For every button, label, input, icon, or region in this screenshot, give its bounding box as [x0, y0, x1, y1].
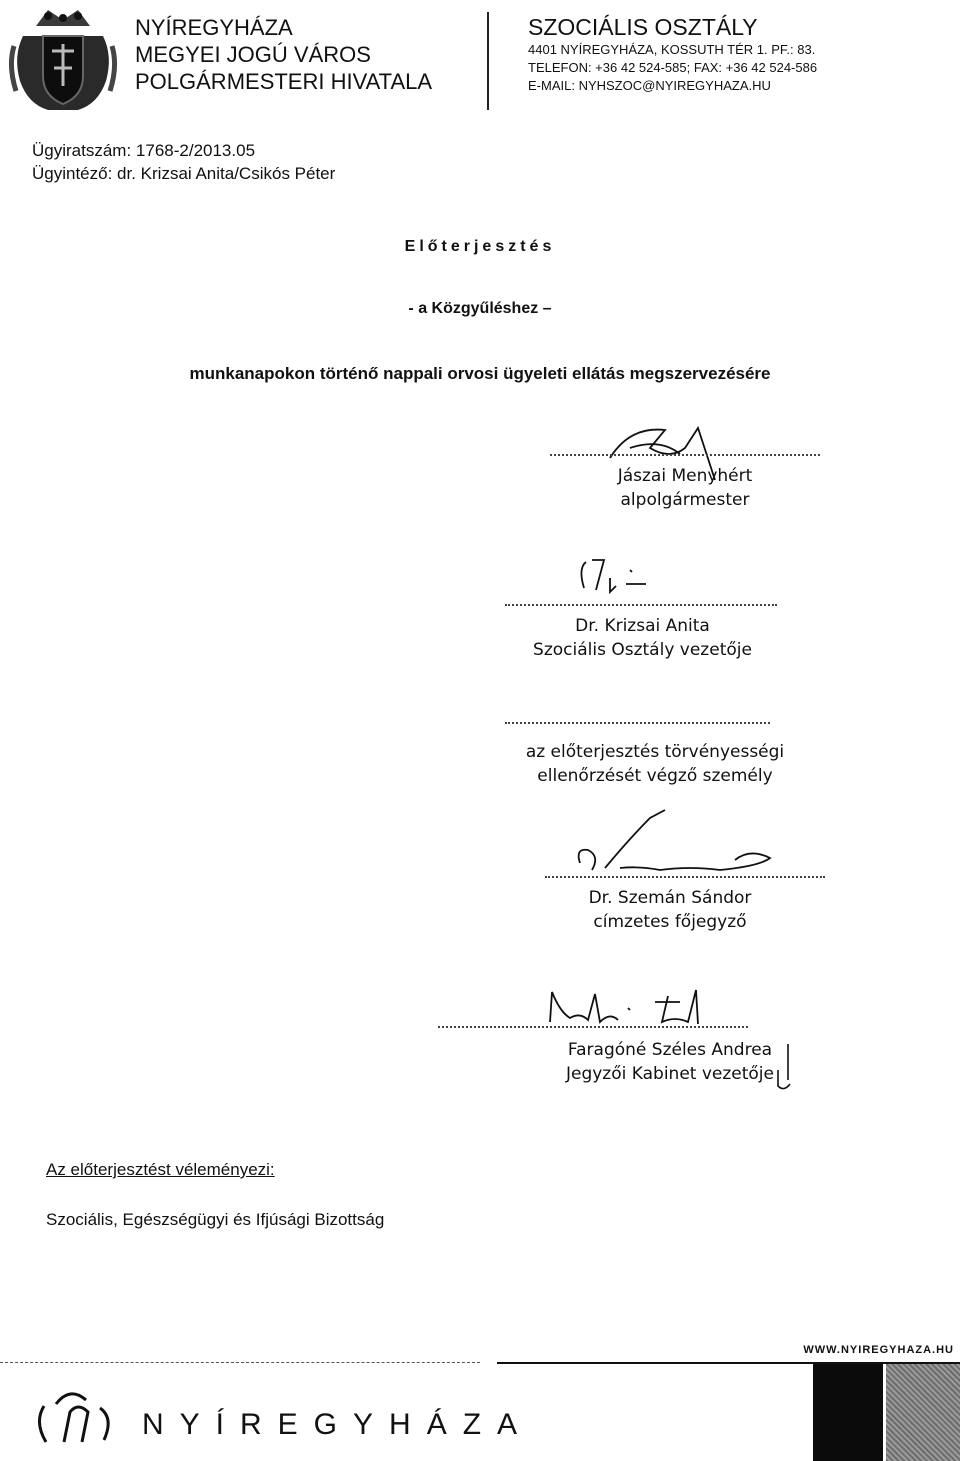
- city-status: MEGYEI JOGÚ VÁROS: [135, 42, 371, 67]
- document-title: Előterjesztés: [404, 238, 556, 255]
- signature-line: [550, 454, 820, 456]
- issuer-name: [135, 14, 432, 95]
- office-name: POLGÁRMESTERI HIVATALA: [135, 69, 433, 94]
- city-name: NYÍREGYHÁZA: [135, 15, 293, 40]
- signatory-block: [555, 1038, 785, 1086]
- initials-mark-icon: [774, 1040, 794, 1096]
- department-block: [528, 14, 817, 95]
- department-address: 4401 NYÍREGYHÁZA, KOSSUTH TÉR 1. PF.: 83.: [528, 42, 816, 57]
- signatory-block: [560, 464, 810, 512]
- document-subtitle: - a Közgyűléshez –: [408, 300, 552, 317]
- signature-line: [438, 1026, 748, 1028]
- signature-line: [505, 604, 777, 606]
- header-divider: [487, 12, 489, 110]
- signatory-role: címzetes főjegyző: [593, 912, 747, 932]
- signatory-block: [520, 614, 765, 662]
- signatory-name: Dr. Krizsai Anita: [575, 616, 710, 636]
- footer-website: WWW.NYIREGYHAZA.HU: [803, 1344, 954, 1356]
- case-number: Ügyiratszám: 1768-2/2013.05: [32, 141, 256, 160]
- signature-scribble-icon: [570, 548, 710, 598]
- footer-textured-block: [886, 1364, 960, 1461]
- signatory-name: az előterjesztés törvényességi: [525, 742, 785, 762]
- department-phone: TELEFON: +36 42 524-585; FAX: +36 42 524-586: [528, 60, 818, 75]
- signatory-role: Jegyzői Kabinet vezetője: [565, 1064, 774, 1084]
- coat-of-arms-icon: [8, 6, 118, 114]
- footer-logo-icon: [30, 1382, 130, 1452]
- signatory-role: Szociális Osztály vezetője: [533, 640, 752, 660]
- signature-scribble-icon: [560, 808, 780, 883]
- footer-city-name: NYÍREGYHÁZA: [142, 1408, 534, 1441]
- signatory-name: Dr. Szemán Sándor: [588, 888, 752, 908]
- signatory-name: Jászai Menyhért: [617, 466, 753, 486]
- department-title: SZOCIÁLIS OSZTÁLY: [528, 14, 758, 40]
- signature-scribble-icon: [540, 982, 740, 1032]
- footer-black-block: [813, 1364, 883, 1461]
- department-email: E-MAIL: NYHSZOC@NYIREGYHAZA.HU: [528, 78, 771, 93]
- opinion-label: Az előterjesztést véleményezi:: [46, 1160, 275, 1179]
- footer-rule-left: [0, 1362, 480, 1363]
- signatory-role: ellenőrzését végző személy: [537, 766, 773, 786]
- signature-line: [505, 722, 770, 724]
- reviewing-committee: Szociális, Egészségügyi és Ifjúsági Bizottság: [46, 1210, 385, 1229]
- document-topic: munkanapokon történő nappali orvosi ügyeleti ellátás megszervezésére: [189, 364, 771, 383]
- signatory-name: Faragóné Széles Andrea: [567, 1040, 773, 1060]
- signatory-block: [500, 740, 810, 788]
- signatory-role: alpolgármester: [620, 490, 750, 510]
- signature-line: [545, 876, 825, 878]
- case-officer: Ügyintéző: dr. Krizsai Anita/Csikós Péter: [32, 164, 336, 183]
- signatory-block: [560, 886, 780, 934]
